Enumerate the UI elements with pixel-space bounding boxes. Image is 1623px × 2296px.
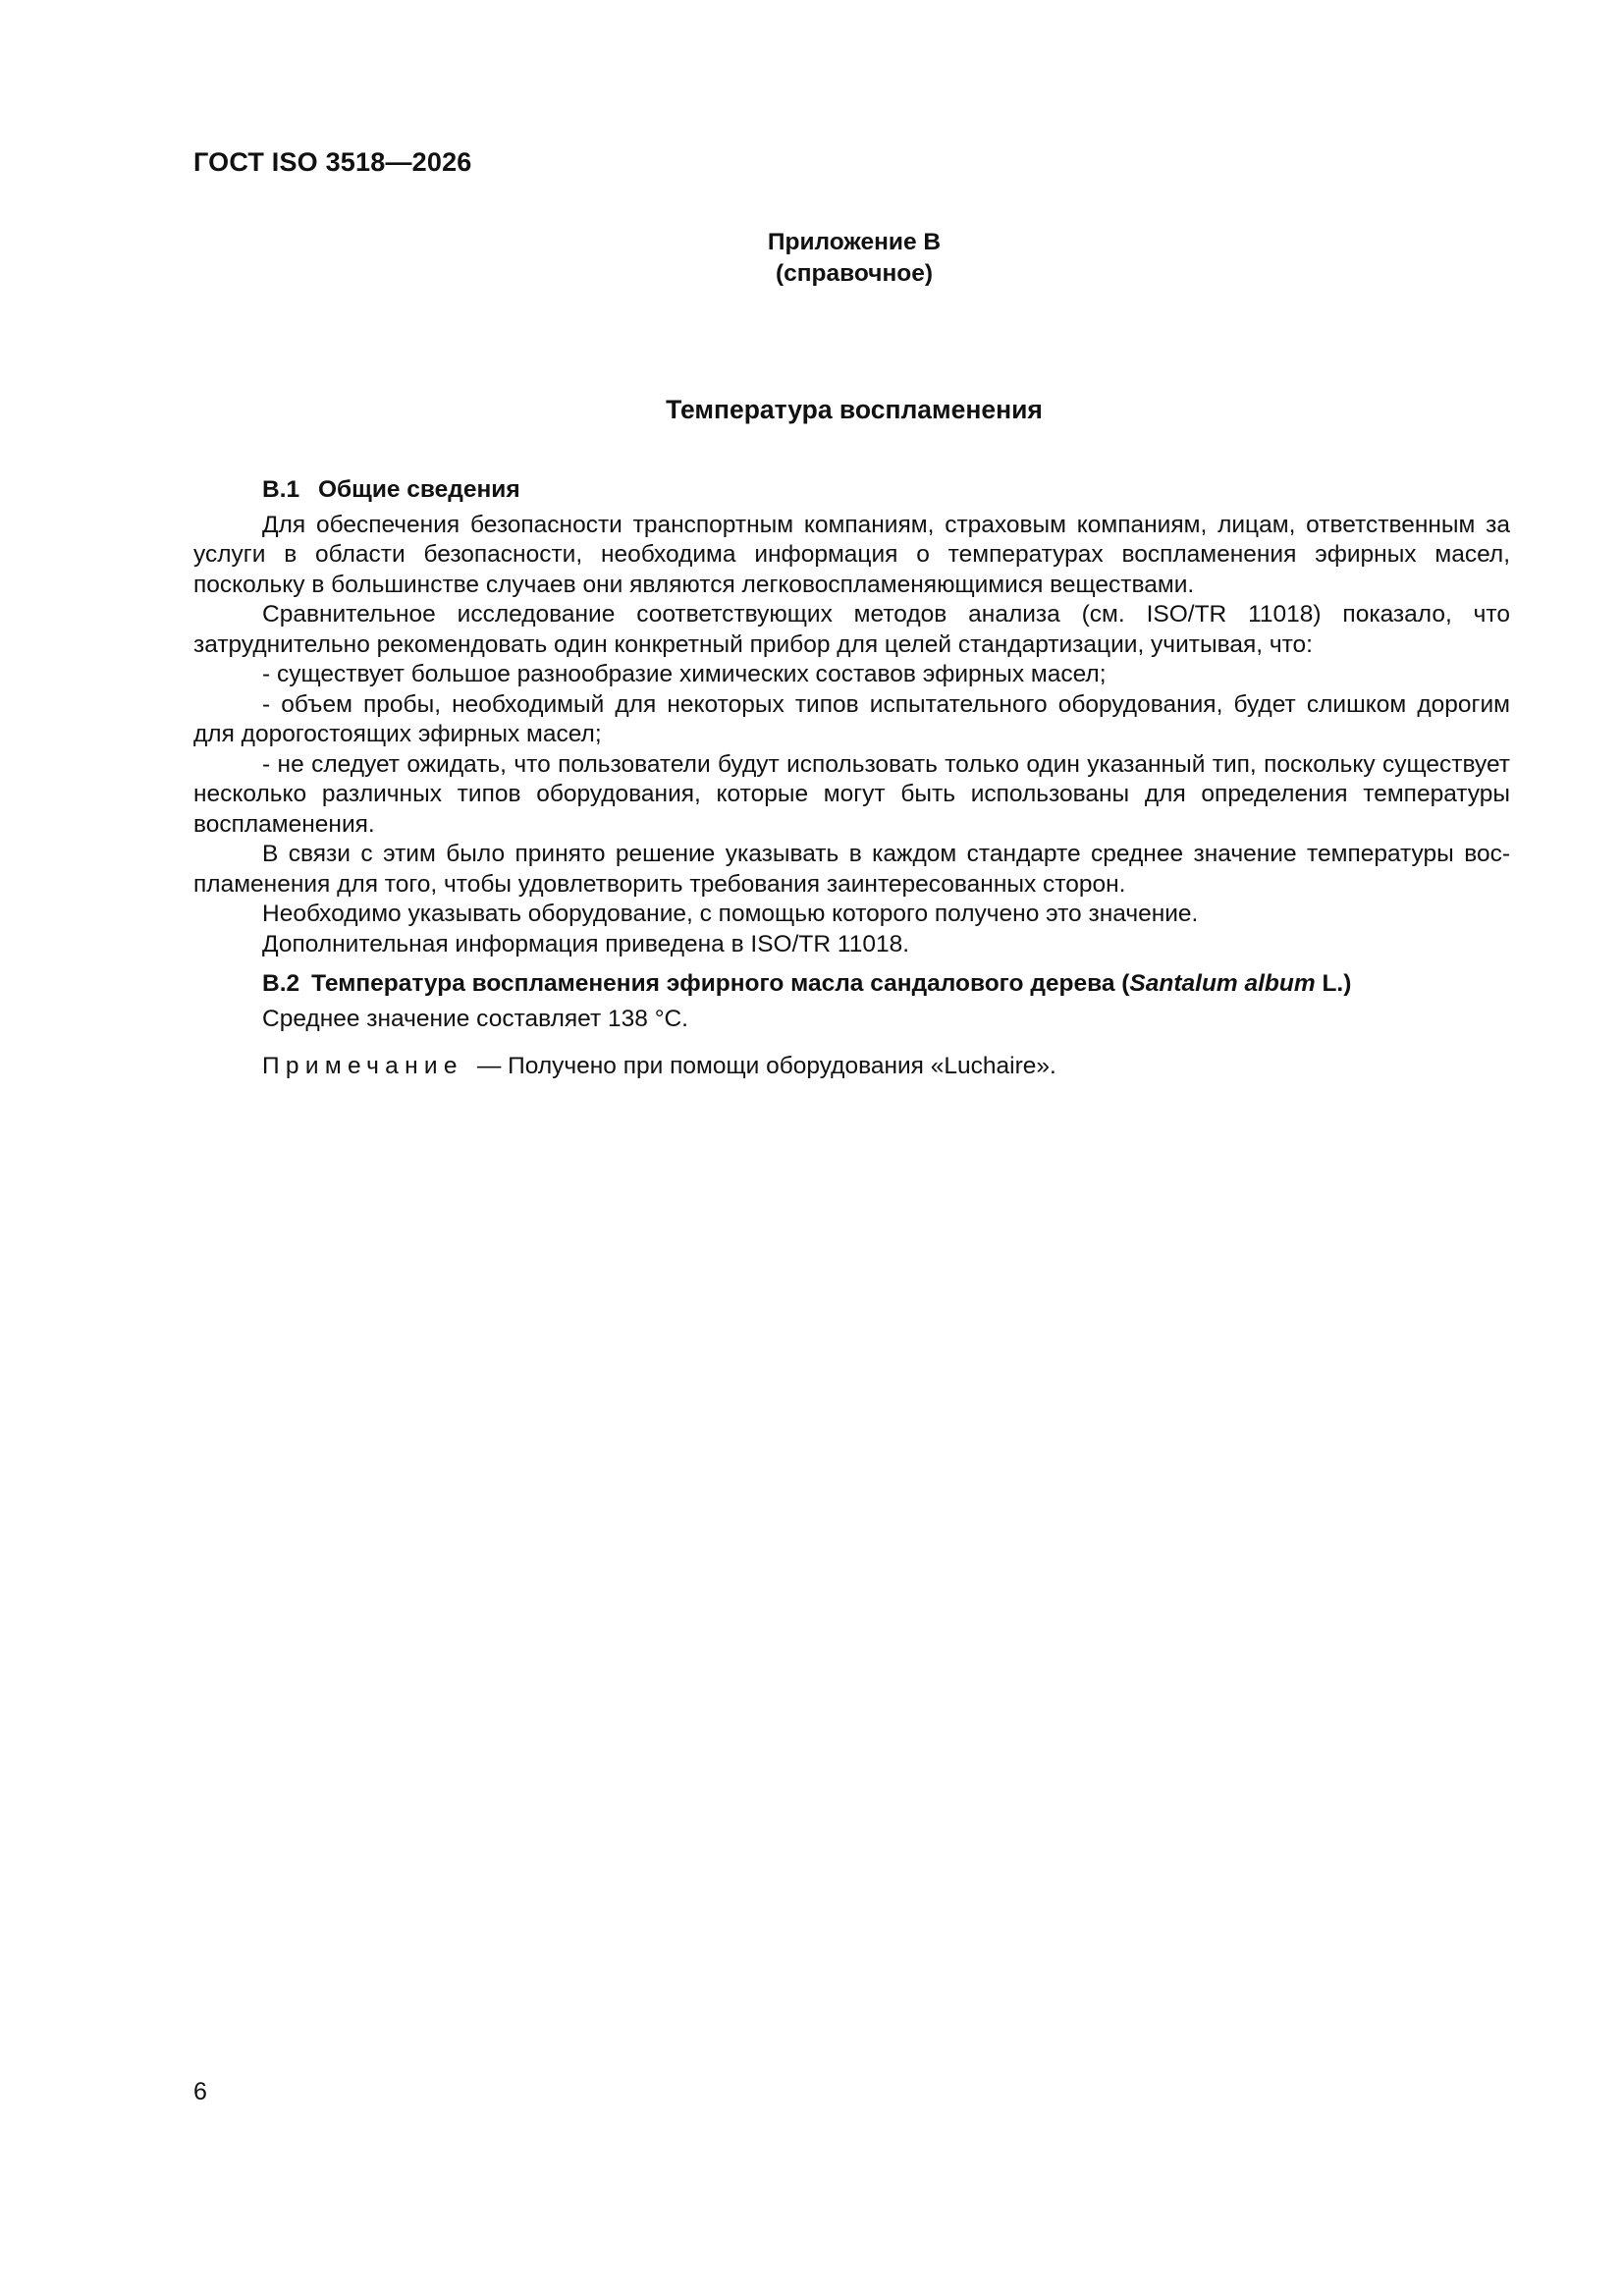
note [193, 1052, 1510, 1082]
paragraph: Дополнительная информация приведена в ISO/TR 11018. [262, 930, 909, 957]
annex-title: Приложение В [767, 229, 942, 255]
annex-main-title: Температура воспламенения [666, 395, 1043, 424]
section-title-suffix: L.) [1315, 970, 1352, 997]
list-item: - не следует ожидать, что пользователи будут использовать только один указанный тип, поскольку существует несколько различных типов оборудования, которые могут быть использованы для определения температуры воспламенения. [193, 750, 1510, 838]
section-number: В.2 [262, 970, 300, 997]
mean-value-text: Среднее значение составляет 138 °С. [262, 1005, 688, 1032]
paragraph: Сравнительное исследование соответствующих методов анализа (см. ISO/TR 11018) показало, что затруднительно рекомендовать один конкретный прибор для целей стандартизации, учитывая, что: [193, 601, 1510, 658]
note-text: — Получено при помощи оборудования «Luchaire». [476, 1053, 1056, 1079]
paragraph: В связи с этим было принято решение указывать в каждом стандарте среднее значение температуры воспламенения для того, чтобы удовлетворить требования заинтересованных сторон. [193, 841, 1510, 898]
annex-heading [530, 227, 1178, 290]
document-body [193, 475, 1510, 1082]
page-number: 6 [193, 2078, 207, 2105]
paragraph: Для обеспечения безопасности транспортным компаниям, страховым компаниям, лицам, ответственным за услуги в области безопасности, необходима информация о температурах воспламенения эфирных масел, поскольку в большинстве случаев они являются легковоспламеняющимися веществами. [193, 511, 1510, 598]
paragraph: Необходимо указывать оборудование, с помощью которого получено это значение. [262, 901, 1199, 927]
list-item: - существует большое разнообразие химических составов эфирных масел; [262, 661, 1107, 687]
species-name: Santalum album [1129, 970, 1316, 997]
section-heading-b2 [193, 969, 1510, 1000]
list-item: - объем пробы, необходимый для некоторых типов испытательного оборудования, будет слишком дорогим для дорогостоящих эфирных масел; [193, 690, 1510, 747]
section-number: В.1 [262, 476, 300, 503]
document-header: ГОСТ ISO 3518—2026 [193, 147, 472, 177]
annex-type: (справочное) [775, 260, 934, 287]
section-title: Общие сведения [317, 476, 520, 503]
note-label: Примечание [262, 1053, 463, 1079]
section-heading-b1 [193, 475, 1510, 506]
section-title-prefix: Температура воспламенения эфирного масла сандалового дерева ( [311, 970, 1130, 997]
